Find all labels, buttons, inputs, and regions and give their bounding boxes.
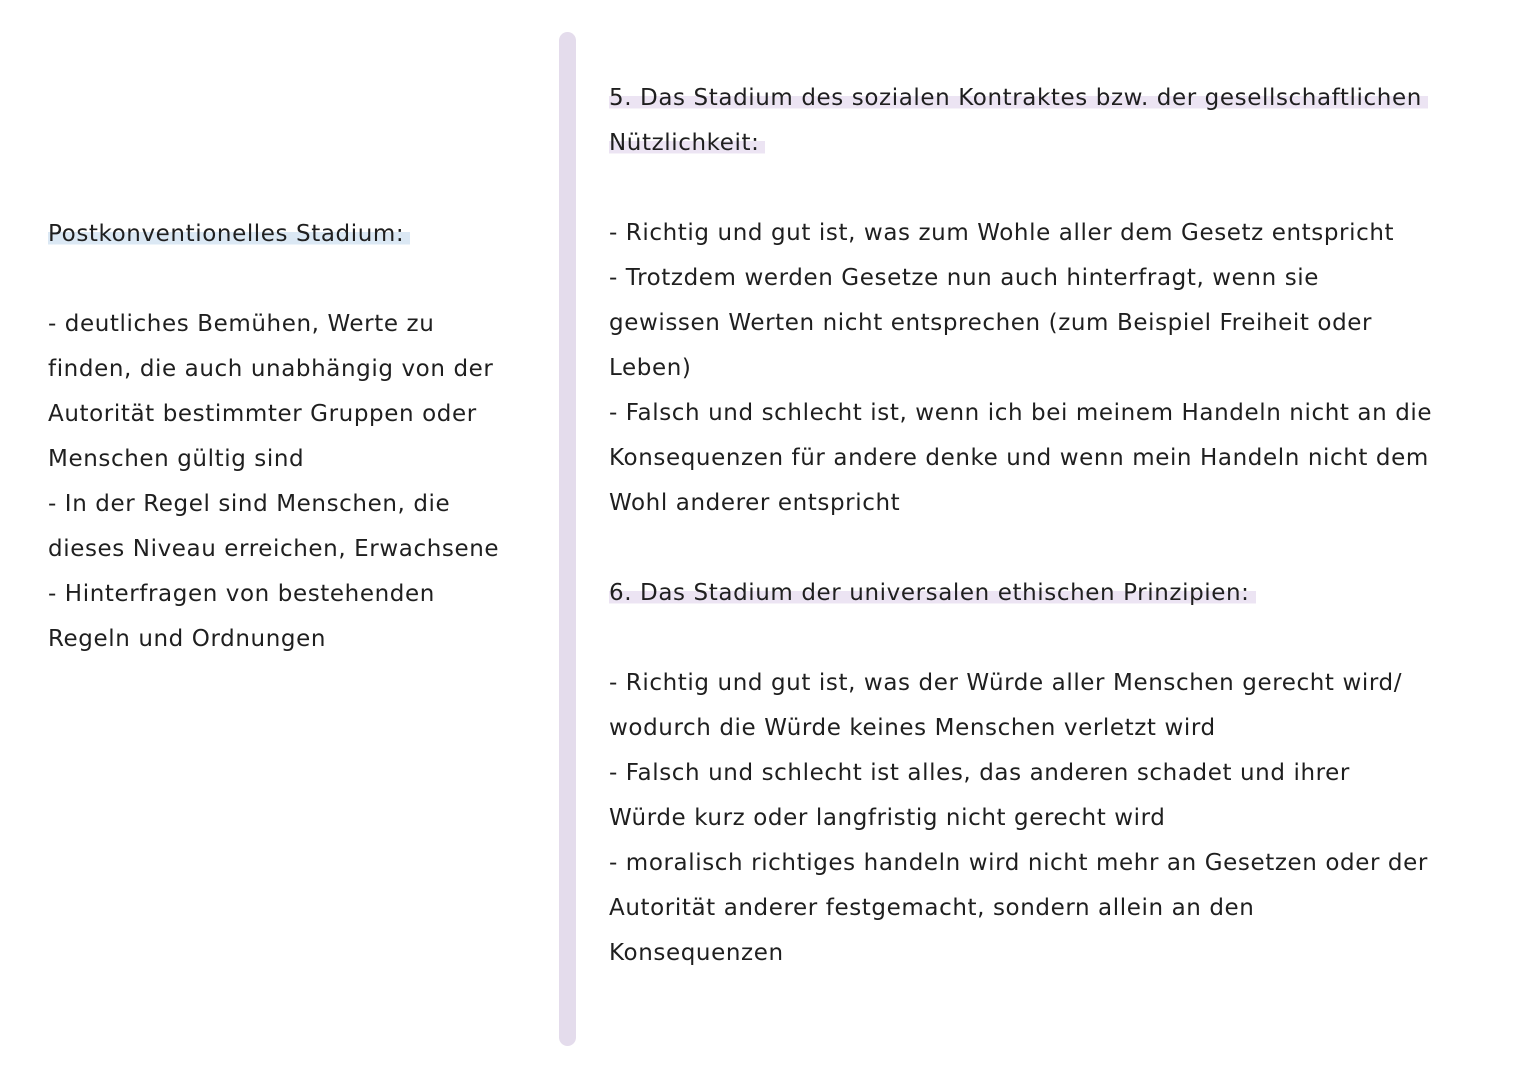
text-line: - moralisch richtiges handeln wird nicht mehr an Gesetzen oder der xyxy=(609,850,1428,876)
text-line: Wohl anderer entspricht xyxy=(609,490,901,516)
text-line: Autorität anderer festgemacht, sondern allein an den xyxy=(609,895,1255,921)
postconventional-heading-block xyxy=(48,212,518,257)
stage5-heading-line1: 5. Das Stadium des sozialen Kontraktes bzw. der gesellschaftlichen xyxy=(609,84,1428,112)
text-line: - Richtig und gut ist, was zum Wohle aller dem Gesetz entspricht xyxy=(609,220,1395,246)
stage5-heading-block xyxy=(609,76,1489,121)
text-line: - Richtig und gut ist, was der Würde aller Menschen gerecht wird/ xyxy=(609,670,1403,696)
text-line: - Hinterfragen von bestehenden xyxy=(48,581,435,607)
stage5-description xyxy=(609,211,1489,526)
stage6-heading: 6. Das Stadium der universalen ethischen Prinzipien: xyxy=(609,579,1256,607)
text-line: - In der Regel sind Menschen, die xyxy=(48,491,451,517)
text-line: Menschen gültig sind xyxy=(48,446,305,472)
spacer xyxy=(609,526,1489,571)
stage5-heading-line2: Nützlichkeit: xyxy=(609,129,765,157)
text-line: Autorität bestimmter Gruppen oder xyxy=(48,401,477,427)
stage5-heading-block-2 xyxy=(609,121,1489,166)
postconventional-heading: Postkonventionelles Stadium: xyxy=(48,220,410,248)
text-line: finden, die auch unabhängig von der xyxy=(48,356,494,382)
text-line: - Falsch und schlecht ist alles, das anderen schadet und ihrer xyxy=(609,760,1350,786)
text-line: Konsequenzen xyxy=(609,940,784,966)
text-line: - Trotzdem werden Gesetze nun auch hinterfragt, wenn sie xyxy=(609,265,1320,291)
spacer xyxy=(48,257,518,302)
postconventional-description xyxy=(48,302,518,662)
stage6-description xyxy=(609,661,1489,976)
left-column xyxy=(48,212,518,662)
text-line: Leben) xyxy=(609,355,692,381)
text-line: Regeln und Ordnungen xyxy=(48,626,327,652)
spacer xyxy=(609,616,1489,661)
column-divider xyxy=(559,32,576,1046)
text-line: Würde kurz oder langfristig nicht gerecht wird xyxy=(609,805,1166,831)
text-line: gewissen Werten nicht entsprechen (zum Beispiel Freiheit oder xyxy=(609,310,1373,336)
text-line: wodurch die Würde keines Menschen verletzt wird xyxy=(609,715,1216,741)
text-line: - Falsch und schlecht ist, wenn ich bei meinem Handeln nicht an die xyxy=(609,400,1433,426)
right-column xyxy=(609,76,1489,976)
text-line: - deutliches Bemühen, Werte zu xyxy=(48,311,435,337)
text-line: dieses Niveau erreichen, Erwachsene xyxy=(48,536,500,562)
text-line: Konsequenzen für andere denke und wenn mein Handeln nicht dem xyxy=(609,445,1429,471)
stage6-heading-block xyxy=(609,571,1489,616)
spacer xyxy=(609,166,1489,211)
